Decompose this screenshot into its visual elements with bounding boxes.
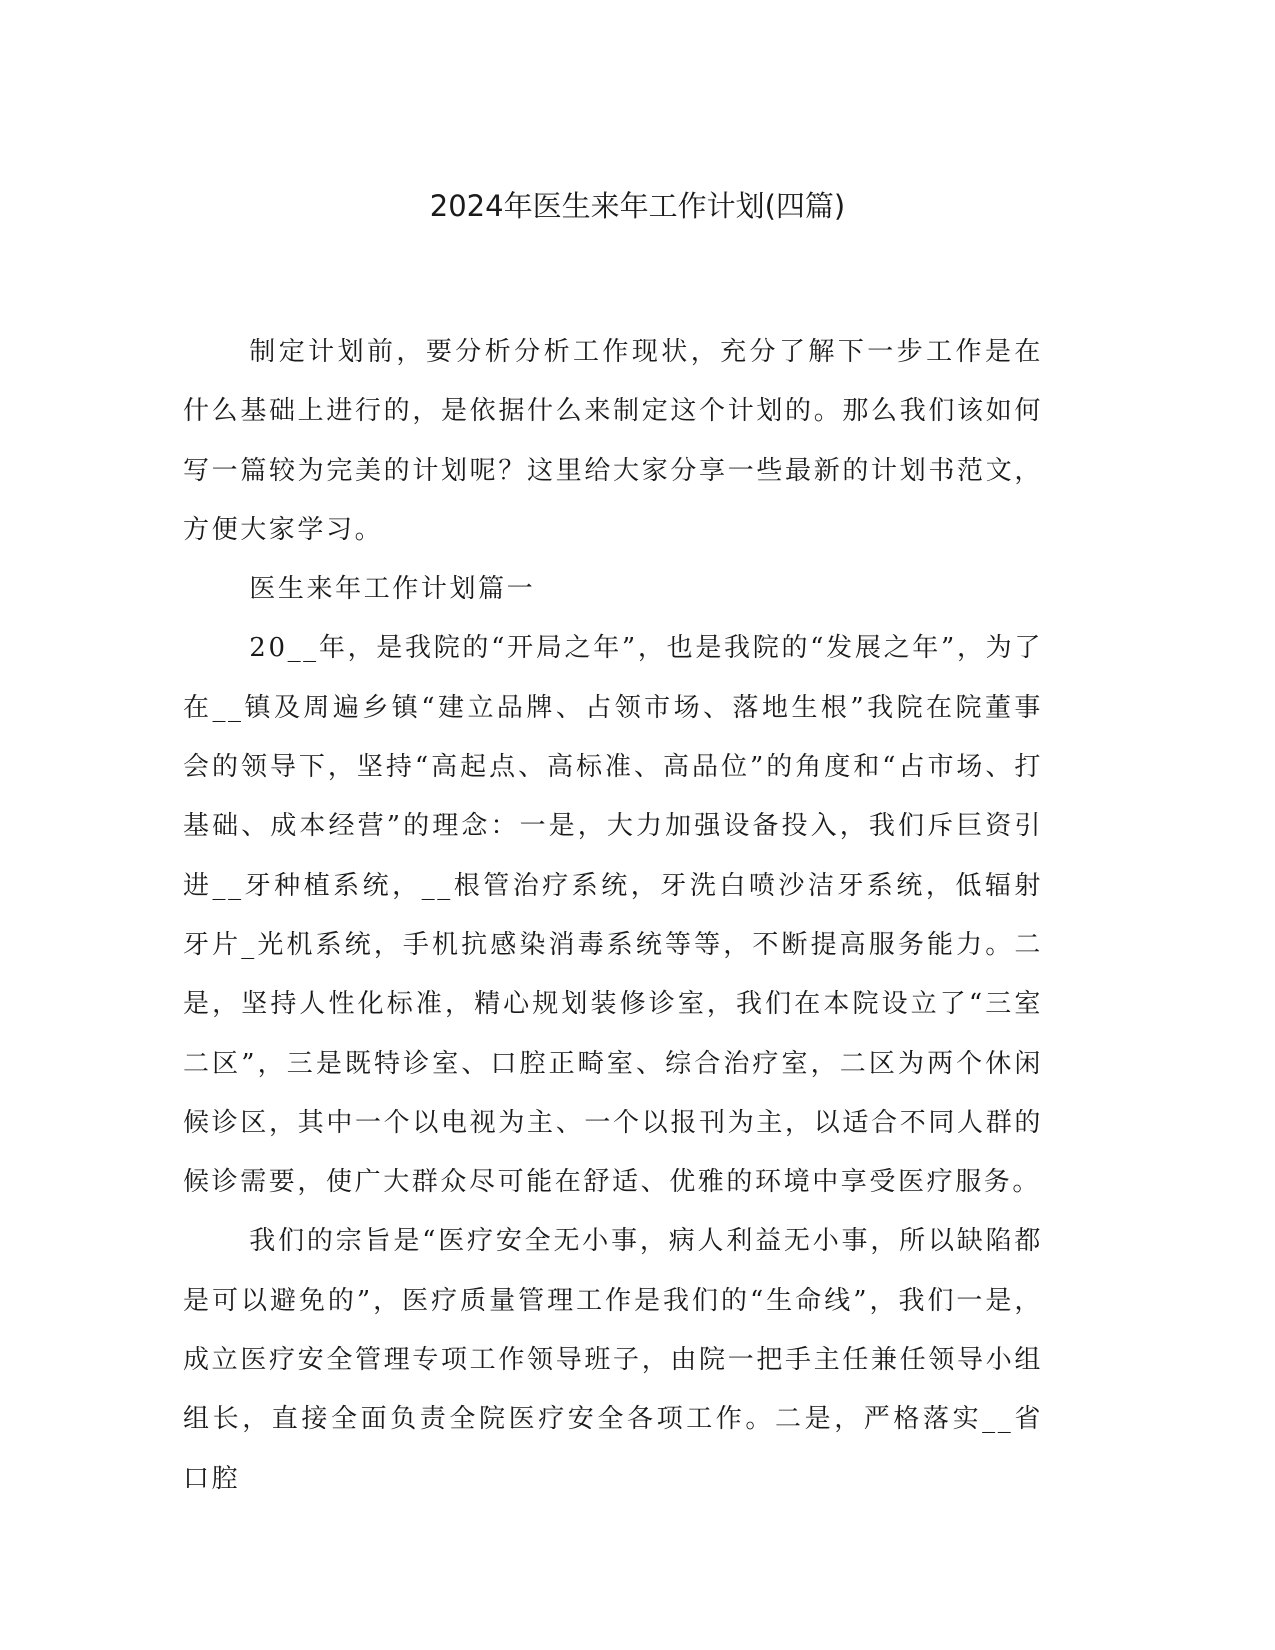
body-paragraph: 我们的宗旨是“医疗安全无小事，病人利益无小事，所以缺陷都是可以避免的”，医疗质量管理工作是我们的“生命线”，我们一是，成立医疗安全管理专项工作领导班子，由院一把手主任兼任领导小组组长，直接全面负责全院医疗安全各项工作。二是，严格落实__省口腔 [183,1226,1043,1494]
document-body [183,323,1043,1509]
document-title: 2024年医生来年工作计划(四篇) [429,189,846,223]
body-paragraph: 20__年，是我院的“开局之年”，也是我院的“发展之年”，为了在__镇及周遍乡镇“建立品牌、占领市场、落地生根”我院在院董事会的领导下，坚持“高起点、高标准、高品位”的角度和“占市场、打基础、成本经营”的理念：一是，大力加强设备投入，我们斥巨资引进__牙种植系统，__根管治疗系统，牙洗白喷沙洁牙系统，低辐射牙片_光机系统，手机抗感染消毒系统等等，不断提高服务能力。二是，坚持人性化标准，精心规划装修诊室，我们在本院设立了“三室二区”，三是既特诊室、口腔正畸室、综合治疗室，二区为两个休闲候诊区，其中一个以电视为主、一个以报刊为主，以适合不同人群的候诊需要，使广大群众尽可能在舒适、优雅的环境中享受医疗服务。 [183,633,1043,1198]
intro-paragraph: 制定计划前，要分析分析工作现状，充分了解下一步工作是在什么基础上进行的，是依据什么来制定这个计划的。那么我们该如何写一篇较为完美的计划呢？这里给大家分享一些最新的计划书范文，方便大家学习。 [183,337,1043,545]
section-heading: 医生来年工作计划篇一 [249,574,536,605]
